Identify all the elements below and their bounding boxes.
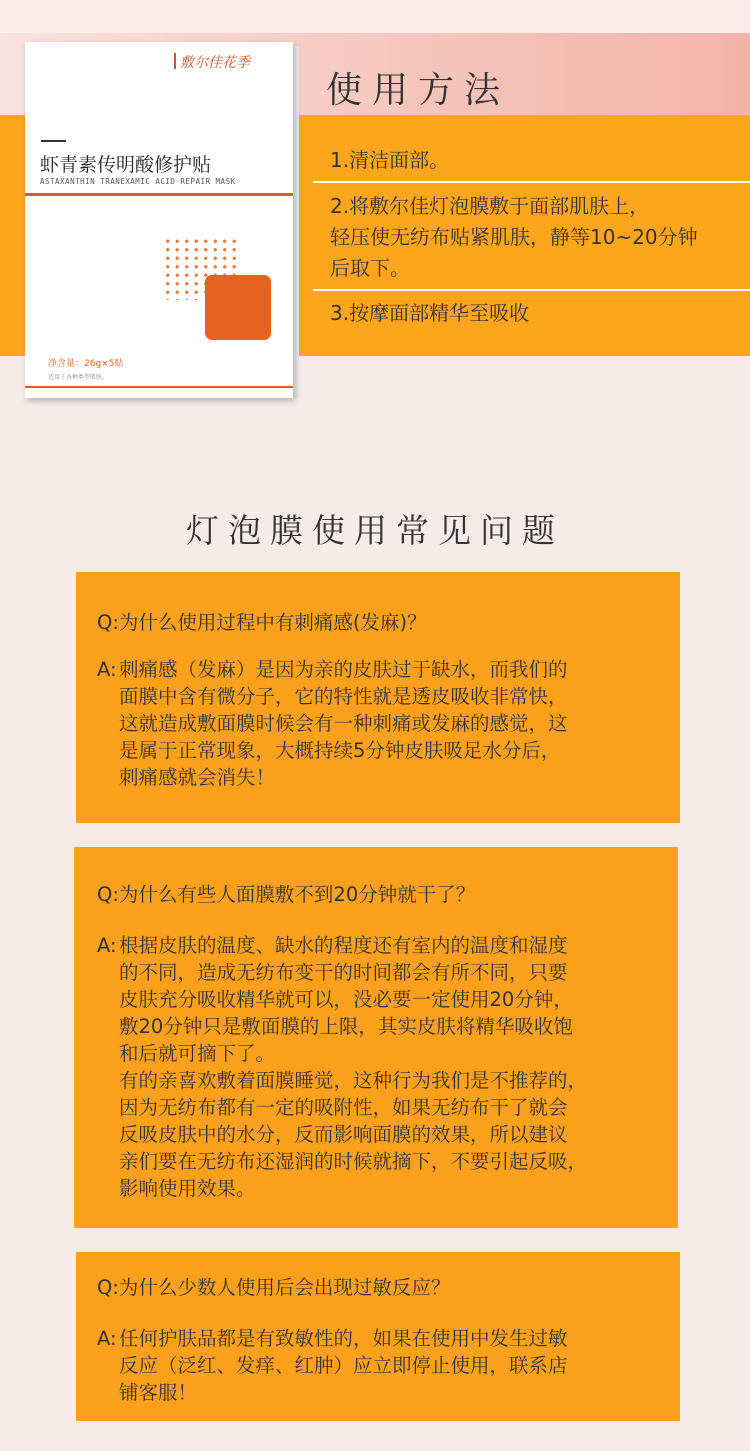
answer-line: 反应（泛红、发痒、红肿）应立即停止使用，联系店 bbox=[119, 1354, 568, 1377]
step-line: 2.将敷尔佳灯泡膜敷于面部肌肤上， bbox=[330, 194, 650, 218]
product-bottom-stripe bbox=[25, 386, 293, 388]
answer-line: 面膜中含有微分子，它的特性就是透皮吸收非常快， bbox=[119, 685, 568, 708]
usage-step-3 bbox=[330, 298, 740, 329]
answer-line: 刺痛感就会消失！ bbox=[119, 766, 276, 789]
answer-line: 影响使用效果。 bbox=[119, 1177, 256, 1200]
answer-line: 这就造成敷面膜时候会有一种刺痛或发麻的感觉，这 bbox=[119, 712, 568, 735]
step-line: 轻压使无纺布贴紧肌肤，静等10~20分钟 bbox=[330, 225, 698, 249]
product-stripe bbox=[25, 193, 293, 196]
answer-line: 因为无纺布都有一定的吸附性，如果无纺布干了就会 bbox=[119, 1096, 568, 1119]
answer-line: 是属于正常现象，大概持续5分钟皮肤吸足水分后， bbox=[119, 739, 561, 762]
answer-prefix: A: bbox=[97, 658, 117, 681]
product-name: 虾青素传明酸修护贴 bbox=[40, 154, 212, 176]
answer-line: 反吸皮肤中的水分，反而影响面膜的效果，所以建议 bbox=[119, 1123, 568, 1146]
faq-answer-1 bbox=[97, 656, 667, 791]
answer-line: 皮肤充分吸收精华就可以，没必要一定使用20分钟， bbox=[119, 988, 573, 1011]
step-line: 后取下。 bbox=[330, 256, 410, 280]
usage-title: 使用方法 bbox=[326, 70, 511, 111]
faq-question-2: Q:为什么有些人面膜敷不到20分钟就干了？ bbox=[97, 883, 476, 906]
step-line: 3.按摩面部精华至吸收 bbox=[330, 301, 530, 325]
faq-question-1: Q:为什么使用过程中有刺痛感(发麻)？ bbox=[97, 611, 427, 634]
faq-question-3: Q:为什么少数人使用后会出现过敏反应？ bbox=[97, 1276, 451, 1299]
answer-prefix: A: bbox=[97, 934, 117, 957]
answer-line: 敷20分钟只是敷面膜的上限，其实皮肤将精华吸收饱 bbox=[119, 1015, 573, 1038]
answer-line: 铺客服！ bbox=[119, 1381, 198, 1404]
answer-prefix: A: bbox=[97, 1327, 117, 1350]
product-box-side bbox=[293, 46, 299, 398]
usage-step-2 bbox=[330, 191, 740, 284]
answer-line: 任何护肤品都是有致敏性的，如果在使用中发生过敏 bbox=[119, 1327, 568, 1350]
product-box bbox=[25, 42, 293, 398]
net-content: 净含量：26g×5贴 bbox=[48, 359, 124, 369]
faq-title: 灯泡膜使用常见问题 bbox=[186, 511, 564, 550]
suitable-skin: 适用于各种类型肌肤。 bbox=[48, 374, 109, 381]
answer-line: 和后就可摘下了。 bbox=[119, 1042, 276, 1065]
usage-step-1 bbox=[330, 145, 740, 176]
brand-logo: 敷尔佳花季 bbox=[180, 55, 250, 71]
step-line: 1.清洁面部。 bbox=[330, 148, 450, 172]
faq-answer-2 bbox=[97, 932, 672, 1202]
step-divider bbox=[313, 181, 750, 183]
answer-line: 根据皮肤的温度、缺水的程度还有室内的温度和湿度 bbox=[119, 934, 568, 957]
product-name-english: ASTAXANTHIN TRANEXAMIC ACID REPAIR MASK bbox=[40, 177, 236, 186]
faq-answer-3 bbox=[97, 1325, 667, 1406]
product-name-dash bbox=[41, 140, 66, 142]
answer-line: 有的亲喜欢敷着面膜睡觉，这种行为我们是不推荐的， bbox=[119, 1069, 588, 1092]
brand-divider bbox=[174, 53, 176, 69]
answer-line: 的不同，造成无纺布变干的时间都会有所不同，只要 bbox=[119, 961, 568, 984]
orange-square-graphic bbox=[205, 275, 271, 340]
answer-line: 亲们要在无纺布还湿润的时候就摘下，不要引起反吸， bbox=[119, 1150, 588, 1173]
step-divider bbox=[313, 289, 750, 291]
answer-line: 刺痛感（发麻）是因为亲的皮肤过于缺水，而我们的 bbox=[119, 658, 568, 681]
